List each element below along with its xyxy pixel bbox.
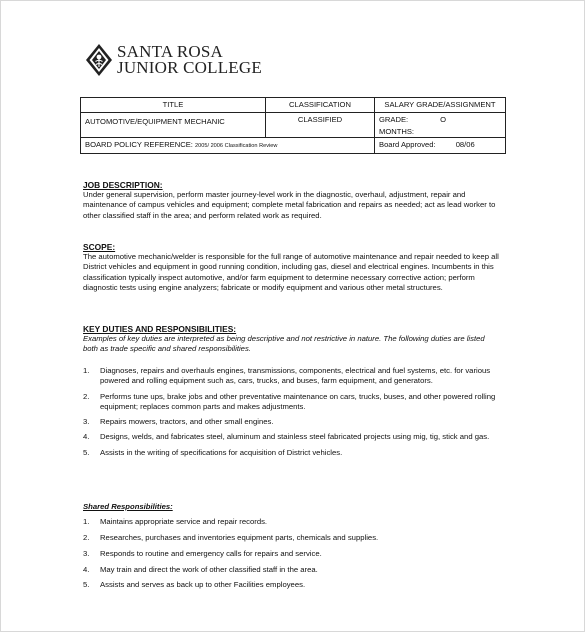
college-logo	[85, 42, 262, 78]
header-table-head-row	[81, 98, 506, 113]
header-table-policy-row	[81, 138, 506, 154]
logo-wordmark	[117, 44, 262, 76]
shared-responsibilities-heading: Shared Responsibilities:	[83, 502, 173, 511]
list-item-number: 1.	[83, 517, 90, 527]
list-item	[83, 448, 501, 458]
title-cell	[81, 113, 266, 138]
classification-cell	[266, 113, 375, 138]
logo-line-1: SANTA ROSA	[117, 42, 223, 61]
list-item-number: 3.	[83, 417, 90, 427]
key-duties-list	[83, 366, 501, 458]
scope-heading: SCOPE:	[83, 242, 116, 252]
list-item	[83, 517, 501, 527]
scope-text: The automotive mechanic/welder is responsible for the full range of automotive maintenance and repair needed to keep all District vehicles and equipment in good running condition, including gas, diesel and electrical engines. Incumbents in this classification typically inspect automotive, and/or farm equipment to determine necessary corrective action; perform diagnostic tests using engine analyzers; fabricate or modify equipment and various other metal structures.	[83, 252, 499, 292]
list-item	[83, 392, 501, 413]
list-item-number: 2.	[83, 391, 90, 401]
list-item	[83, 533, 501, 543]
list-item-number: 3.	[83, 548, 90, 558]
list-item	[83, 366, 501, 387]
job-description-heading: JOB DESCRIPTION:	[83, 180, 163, 190]
list-item-text: Maintains appropriate service and repair records.	[100, 517, 268, 527]
list-item-text: Assists in the writing of specifications for acquisition of District vehicles.	[100, 447, 343, 457]
title-column-header: TITLE	[81, 98, 266, 113]
list-item-number: 5.	[83, 447, 90, 457]
header-table-value-row	[81, 113, 506, 138]
list-item	[83, 417, 501, 427]
list-item	[83, 432, 501, 442]
list-item-number: 4.	[83, 432, 90, 442]
classification-column-header: CLASSIFICATION	[266, 98, 375, 113]
key-duties-intro: Examples of key duties are interpreted as being descriptive and not restrictive in nature. The following duties are listed both as trade specific and shared responsibilities.	[83, 334, 485, 354]
shared-responsibilities-list	[83, 517, 501, 590]
list-item-text: Performs tune ups, brake jobs and other preventative maintenance on cars, trucks, buses, and other powered rolling equipment; replaces common parts and makes adjustments.	[100, 391, 496, 411]
position-title: AUTOMOTIVE/EQUIPMENT MECHANIC	[85, 117, 225, 126]
list-item-number: 5.	[83, 580, 90, 590]
shared-responsibilities-section	[83, 502, 501, 591]
board-policy-label: BOARD POLICY REFERENCE:	[85, 140, 193, 149]
list-item	[83, 580, 501, 590]
key-duties-heading: KEY DUTIES AND RESPONSIBILITIES:	[83, 324, 237, 334]
logo-line-2: JUNIOR COLLEGE	[117, 58, 262, 77]
key-duties-list-block	[83, 366, 501, 458]
list-item-text: Diagnoses, repairs and overhauls engines, transmissions, components, electrical and fuel systems, etc. for various powered and rolling equipment such as, cars, trucks, and buses, farm equipment, and generators.	[100, 366, 491, 386]
grade-value: O	[440, 115, 447, 124]
job-description-text: Under general supervision, perform master journey-level work in the diagnostic, overhaul, adjustment, repair and maintenance of campus vehicles and equipment; complete metal fabrication and repairs as needed; act as lead worker to other classified staff in the area; and perform related work as required.	[83, 190, 496, 220]
salary-column-header: SALARY GRADE/ASSIGNMENT	[375, 98, 506, 113]
board-policy-cell	[81, 138, 375, 154]
college-seal-icon	[85, 43, 113, 77]
salary-cell	[375, 113, 506, 138]
key-duties-section	[83, 324, 501, 355]
board-approved-label: Board Approved:	[379, 140, 436, 149]
board-approved-date: 08/06	[455, 140, 475, 149]
job-description-section	[83, 180, 501, 221]
board-policy-value: 2005/ 2006 Classification Review	[195, 143, 278, 149]
months-label: MONTHS:	[379, 127, 415, 136]
list-item-text: Assists and serves as back up to other Facilities employees.	[100, 580, 306, 590]
list-item-text: Researches, purchases and inventories equipment parts, chemicals and supplies.	[100, 533, 379, 543]
list-item-number: 4.	[83, 564, 90, 574]
list-item-text: Repairs mowers, tractors, and other small engines.	[100, 417, 274, 427]
position-header-table	[80, 97, 506, 154]
list-item	[83, 549, 501, 559]
list-item	[83, 565, 501, 575]
scope-section	[83, 242, 501, 293]
list-item-text: May train and direct the work of other classified staff in the area.	[100, 564, 318, 574]
grade-label: GRADE:	[379, 115, 409, 124]
classification-value: CLASSIFIED	[297, 115, 343, 124]
months-line	[379, 126, 501, 137]
list-item-number: 2.	[83, 533, 90, 543]
list-item-text: Responds to routine and emergency calls for repairs and service.	[100, 548, 322, 558]
grade-line	[379, 114, 501, 125]
list-item-text: Designs, welds, and fabricates steel, aluminum and stainless steel fabricated projects using mig, tig, stick and gas.	[100, 432, 490, 442]
list-item-number: 1.	[83, 366, 90, 375]
board-approved-cell	[375, 138, 506, 154]
